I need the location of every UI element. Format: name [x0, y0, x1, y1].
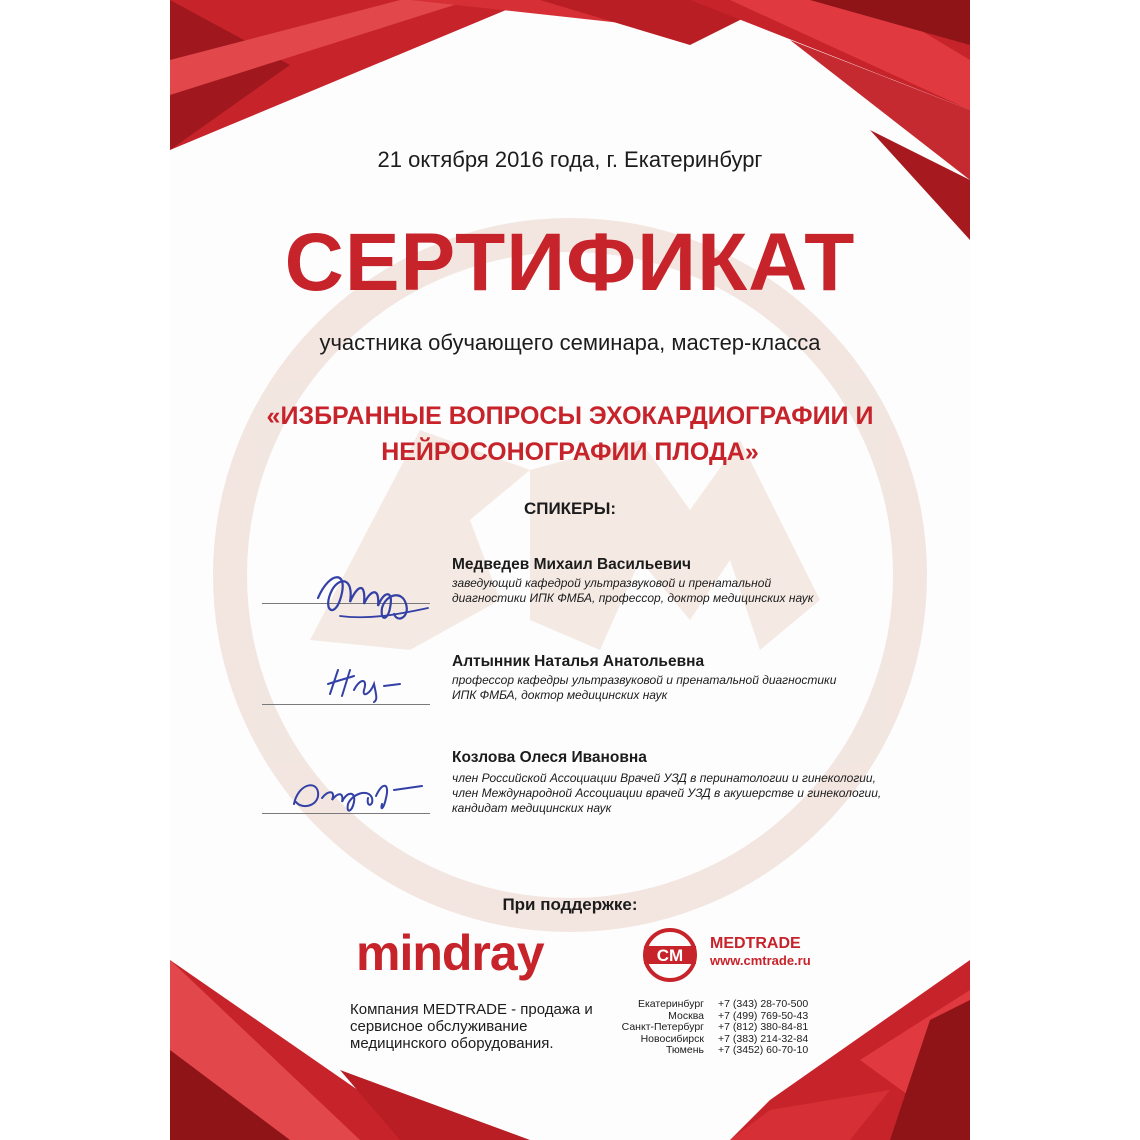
phone: +7 (812) 380-84-81 [718, 1021, 809, 1034]
speakers-heading: СПИКЕРЫ: [523, 499, 617, 518]
city: Екатеринбург [637, 998, 704, 1010]
mindray-logo: mindray [356, 925, 544, 981]
city: Новосибирск [640, 1032, 704, 1045]
city: Тюмень [665, 1044, 704, 1057]
support-label: При поддержке: [502, 895, 638, 914]
date-location: 21 октября 2016 года, г. Екатеринбург [377, 147, 763, 172]
city: Санкт-Петербург [621, 1021, 704, 1034]
medtrade-cm-logo-icon [640, 927, 704, 983]
certificate-sheet [170, 0, 970, 1140]
medtrade-website: www.cmtrade.ru [710, 953, 811, 968]
speaker-description: профессор кафедры ультразвуковой и пренатальной диагностики ИПК ФМБА, доктор медицинских наук [452, 673, 837, 702]
company-description: Компания MEDTRADE - продажа и сервисное обслуживание медицинского оборудования. [350, 1001, 593, 1052]
top-red-pattern [170, 0, 970, 240]
speaker-description: член Российской Ассоциации Врачей УЗД в перинатологии и гинекологии, член Международной Ассоциации врачей УЗД в акушерстве и гинекологии, кандидат медицинских наук [452, 771, 882, 815]
signature-1 [310, 560, 440, 630]
speaker-name: Алтынник Наталья Анатольевна [452, 653, 705, 670]
phone: +7 (3452) 60-70-10 [718, 1044, 809, 1057]
seminar-topic: «ИЗБРАННЫЕ ВОПРОСЫ ЭХОКАРДИОГРАФИИ И НЕЙРОСОНОГРАФИИ ПЛОДА» [266, 402, 874, 466]
signature-3 [282, 768, 442, 818]
speaker-description: заведующий кафедрой ультразвуковой и пренатальной диагностики ИПК ФМБА, профессор, доктор медицинских наук [452, 576, 814, 605]
signature-2 [320, 660, 410, 705]
contact-cities [590, 999, 704, 1057]
certificate-subtitle: участника обучающего семинара, мастер-класса [319, 330, 821, 355]
city: Москва [668, 1009, 704, 1022]
speaker-name: Козлова Олеся Ивановна [452, 749, 647, 766]
contact-phones [718, 999, 858, 1057]
certificate-title: СЕРТИФИКАТ [284, 217, 856, 308]
phone: +7 (383) 214-32-84 [718, 1032, 809, 1045]
phone: +7 (343) 28-70-500 [718, 998, 809, 1010]
logo-letters: CM [656, 946, 684, 965]
medtrade-name: MEDTRADE [710, 935, 801, 952]
phone: +7 (499) 769-50-43 [718, 1009, 809, 1022]
speaker-name: Медведев Михаил Васильевич [452, 556, 691, 573]
